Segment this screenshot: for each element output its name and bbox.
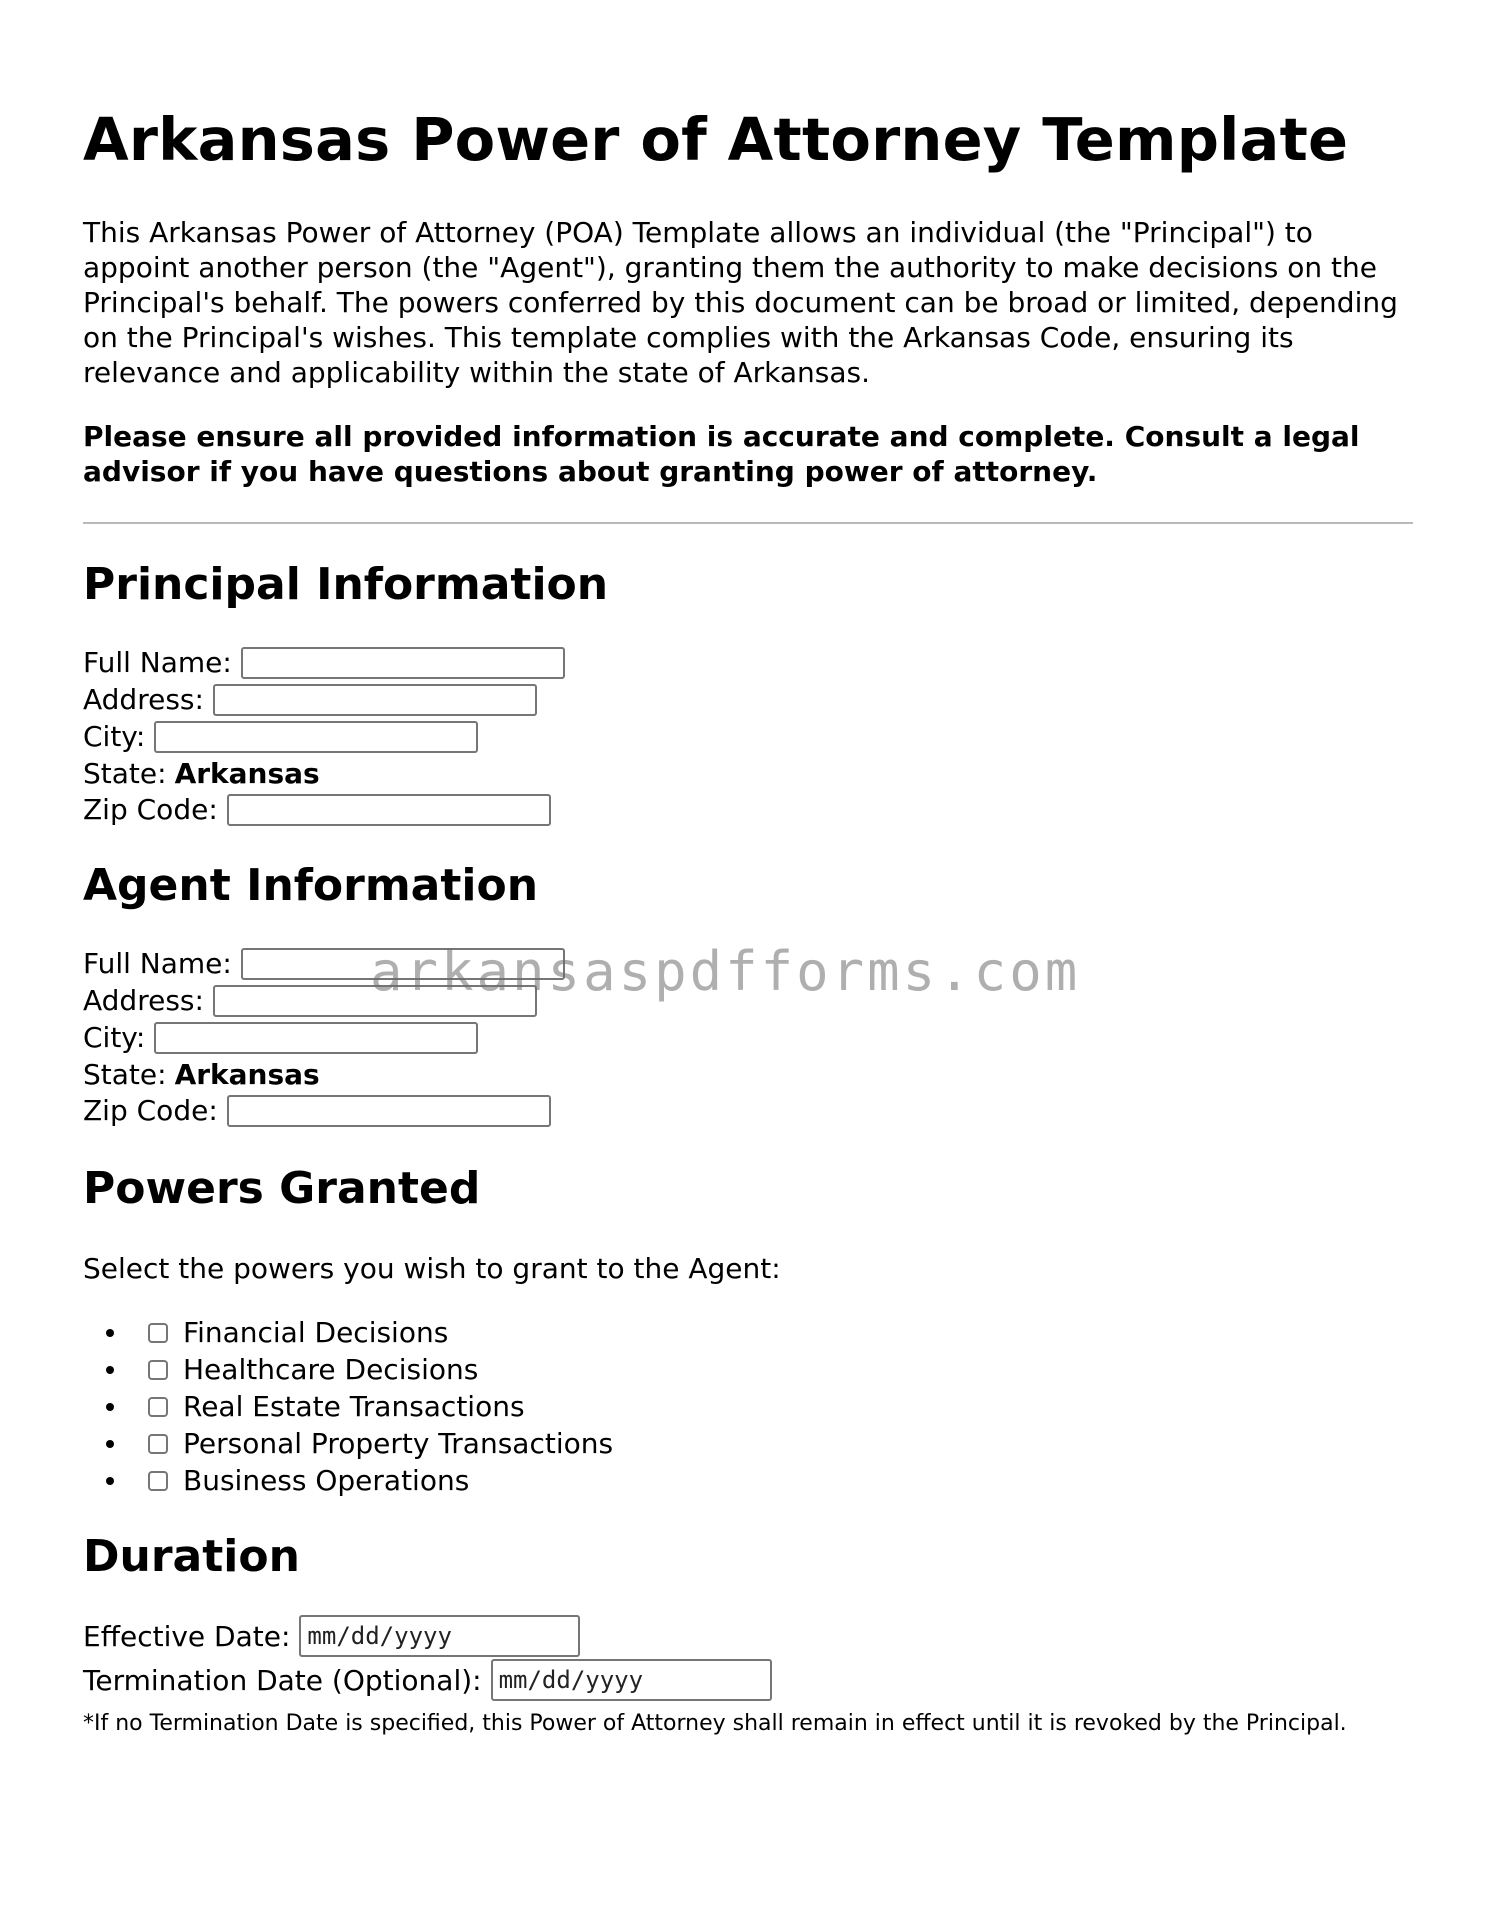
agent-full-name-label: Full Name: [83, 947, 232, 980]
powers-list [83, 1314, 1413, 1499]
principal-zip-input[interactable] [227, 794, 551, 826]
principal-address-row [83, 681, 1413, 718]
principal-state-value: Arkansas [174, 756, 320, 790]
principal-heading: Principal Information [83, 559, 609, 610]
termination-date-input[interactable]: mm/dd/yyyy [491, 1659, 772, 1701]
agent-heading: Agent Information [83, 860, 539, 911]
intro-paragraph: This Arkansas Power of Attorney (POA) Template allows an individual (the "Principal") to appoint another person (the "Agent"), granting them the authority to make decisions on the Principal's behalf. The powers conferred by this document can be broad or limited, depending on the Principal's wishes. This template complies with the Arkansas Code, ensuring its relevance and applicability within the state of Arkansas. [83, 216, 1398, 389]
power-healthcare-checkbox[interactable] [148, 1360, 168, 1380]
principal-fields [83, 644, 1413, 828]
bullet-icon [106, 1477, 114, 1485]
effective-date-input[interactable]: mm/dd/yyyy [299, 1615, 580, 1657]
principal-city-row [83, 718, 1413, 755]
power-financial-checkbox[interactable] [148, 1323, 168, 1343]
duration-fields [83, 1614, 1413, 1702]
agent-zip-label: Zip Code: [83, 1094, 218, 1127]
principal-state-label: State: [83, 756, 167, 790]
powers-heading: Powers Granted [83, 1163, 481, 1214]
agent-city-input[interactable] [154, 1022, 478, 1054]
principal-zip-label: Zip Code: [83, 793, 218, 826]
agent-address-label: Address: [83, 984, 204, 1017]
power-real-estate-checkbox[interactable] [148, 1397, 168, 1417]
power-financial-label: Financial Decisions [183, 1316, 449, 1349]
principal-address-input[interactable] [213, 684, 537, 716]
agent-full-name-row [83, 945, 1413, 982]
agent-full-name-input[interactable] [241, 948, 565, 980]
termination-date-label: Termination Date (Optional): [83, 1663, 482, 1697]
agent-zip-input[interactable] [227, 1095, 551, 1127]
principal-full-name-row [83, 644, 1413, 681]
duration-heading: Duration [83, 1531, 300, 1582]
power-item-business [125, 1462, 1413, 1499]
power-item-financial [125, 1314, 1413, 1351]
document-page [83, 0, 1413, 1741]
agent-fields [83, 945, 1413, 1129]
power-business-label: Business Operations [183, 1464, 470, 1497]
bullet-icon [106, 1403, 114, 1411]
termination-footnote: *If no Termination Date is specified, this Power of Attorney shall remain in effect until it is revoked by the Principal. [83, 1711, 1347, 1736]
bullet-icon [106, 1440, 114, 1448]
agent-city-label: City: [83, 1021, 146, 1054]
effective-date-row [83, 1614, 1413, 1658]
principal-state-row [83, 755, 1413, 791]
agent-state-value: Arkansas [174, 1057, 320, 1091]
section-divider [83, 522, 1413, 524]
agent-state-label: State: [83, 1057, 167, 1091]
power-real-estate-label: Real Estate Transactions [183, 1390, 525, 1423]
power-personal-property-checkbox[interactable] [148, 1434, 168, 1454]
principal-full-name-label: Full Name: [83, 646, 232, 679]
power-business-checkbox[interactable] [148, 1471, 168, 1491]
power-healthcare-label: Healthcare Decisions [183, 1353, 479, 1386]
page-title: Arkansas Power of Attorney Template [83, 105, 1349, 174]
power-personal-property-label: Personal Property Transactions [183, 1427, 614, 1460]
agent-city-row [83, 1019, 1413, 1056]
agent-address-input[interactable] [213, 985, 537, 1017]
agent-address-row [83, 982, 1413, 1019]
principal-full-name-input[interactable] [241, 647, 565, 679]
effective-date-label: Effective Date: [83, 1619, 291, 1653]
principal-zip-row [83, 791, 1413, 828]
bullet-icon [106, 1366, 114, 1374]
power-item-healthcare [125, 1351, 1413, 1388]
agent-state-row [83, 1056, 1413, 1092]
principal-city-input[interactable] [154, 721, 478, 753]
notice-paragraph: Please ensure all provided information is accurate and complete. Consult a legal advisor if you have questions about granting power of attorney. [83, 420, 1360, 488]
agent-zip-row [83, 1092, 1413, 1129]
termination-date-row [83, 1658, 1413, 1702]
power-item-personal-property [125, 1425, 1413, 1462]
watermark-text: arkansaspdfforms.com [370, 940, 1081, 1003]
principal-city-label: City: [83, 720, 146, 753]
bullet-icon [106, 1329, 114, 1337]
power-item-real-estate [125, 1388, 1413, 1425]
principal-address-label: Address: [83, 683, 204, 716]
powers-intro: Select the powers you wish to grant to the Agent: [83, 1252, 781, 1285]
